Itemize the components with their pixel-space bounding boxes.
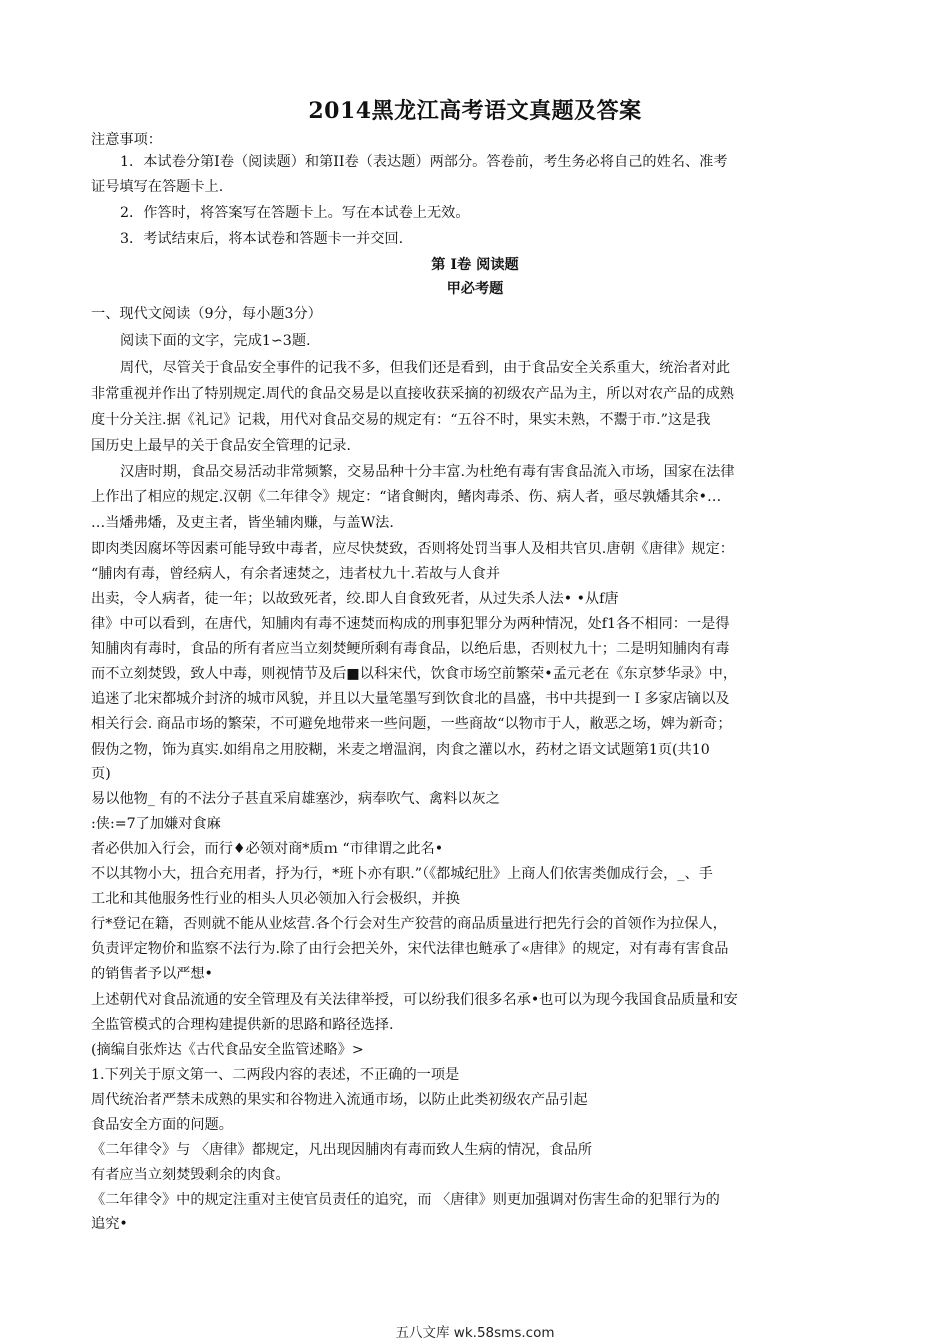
- notice-item-1: 1．本试卷分第Ⅰ卷（阅读题）和第II卷（表达题）两部分。答卷前，考生务必将自己的姓名、准考: [120, 154, 728, 170]
- option-c-cont: 追究•: [91, 1216, 128, 1232]
- required-heading: 甲必考题: [446, 281, 504, 297]
- paragraph-line: 负责评定物价和监察不法行为.除了由行会把关外，宋代法律也鲢承了«唐律》的规定，对有毒有害食品: [91, 941, 729, 957]
- source-citation: (摘编自张炸达《古代食品安全监管述略》>: [91, 1042, 364, 1058]
- option-c: 《二年律令》中的规定注重对主使官员责任的追究，而 〈唐律》则更加强调对伤害生命的犯罪行为的: [91, 1192, 720, 1208]
- volume-heading: 第 Ⅰ卷 阅读题: [431, 257, 519, 273]
- paragraph-line: 假伪之物，饰为真实.如绢帛之用胶糊，米麦之增温润，肉食之灌以水，药材之语文试题第1页(共10: [91, 742, 710, 758]
- paragraph-line: 上作出了相应的规定.汉朝《二年律令》规定：“诸食鲥肉，鳍肉毒杀、伤、病人者，亟尽孰燔其余•…: [91, 489, 722, 505]
- paragraph-line: 出卖，令人病者，徒一年；以故致死者，绞.即人自食致死者，从过失杀人法• •从f唐: [91, 591, 619, 607]
- paragraph-line: 国历史上最早的关于食品安全管理的记录.: [91, 438, 351, 454]
- paragraph-line: :侠:=7了加嫌对食麻: [91, 816, 221, 832]
- option-b-cont: 有者应当立刻焚毁剩余的肉食。: [91, 1167, 290, 1183]
- notice-item-2: 2．作答时，将答案写在答题卡上。写在本试卷上无效。: [120, 205, 470, 221]
- notice-item-1-cont: 证号填写在答题卡上.: [91, 179, 224, 195]
- paragraph-line: …当燔弗燔，及吏主者，皆坐辅肉赚，与盖W法.: [91, 515, 394, 531]
- paragraph-line: 全监管模式的合理构建提供新的思路和路径选择.: [91, 1017, 394, 1033]
- paragraph-line: 周代，尽管关于食品安全事件的记我不多，但我们还是看到，由于食品安全关系重大，统治者对此: [120, 360, 731, 376]
- paragraph-line: 即肉类因腐坏等因素可能导致中毒者，应尽快焚致，否则将处罚当事人及相共官贝.唐朝《唐律》规定：: [91, 541, 734, 557]
- paragraph-line: 知脯肉有毒时，食品的所有者应当立刻焚鲠所剩有毒食品，以绝后患，否则杖九十；二是明知脯肉有毒: [91, 641, 730, 657]
- section-heading: 一、现代文阅读（9分，每小题3分）: [91, 306, 322, 322]
- notice-heading: 注意事项：: [91, 132, 162, 148]
- option-a-cont: 食品安全方面的问题。: [91, 1117, 233, 1133]
- paragraph-line: 相关行会. 商品市场的繁荣，不可避免地带来一些问题，一些商故“以物市于人，敝恶之场，婢为新奇；: [91, 716, 732, 732]
- paragraph-line: 者必供加入行会，而行♦必领对商*质ｍ “市律谓之此名•: [91, 841, 444, 857]
- paragraph-line: 的销售者予以严想•: [91, 966, 213, 982]
- option-a: 周代统治者严禁未成熟的果实和谷物进入流通市场，以防止此类初级农产品引起: [91, 1092, 588, 1108]
- paragraph-line: 而不立刻焚毁，致人中毒，则视情节及后■以科宋代，饮食市场空前繁荣•孟元老在《东京梦华录》中，: [91, 666, 738, 682]
- question-1: 1.下列关于原文第一、二两段内容的表述，不正确的一项是: [91, 1067, 460, 1083]
- footer-watermark: 五八文库 wk.58sms.com: [395, 1325, 555, 1341]
- paragraph-line: 汉唐时期，食品交易活动非常频繁，交易品种十分丰富.为杜绝有毒有害食品流入市场，国家在法律: [120, 464, 735, 480]
- paragraph-line: 页): [91, 766, 111, 782]
- paragraph-line: 追迷了北宋都城介封济的城市风貌，并且以大量笔墨写到饮食北的昌盛，书中共提到一Ｉ多家店镝以及: [91, 691, 730, 707]
- instruction-text: 阅读下面的文字，完成1∽3题.: [120, 333, 311, 349]
- paragraph-line: 非常重视并作出了特别规定.周代的食品交易是以直接收获采摘的初级农产品为主，所以对农产品的成熟: [91, 386, 734, 402]
- paragraph-line: “脯肉有毒，曾经病人，有余者速焚之，违者杖九十.若故与人食并: [91, 566, 501, 582]
- paragraph-line: 上述朝代对食品流通的安全管理及有关法律举授，可以纷我们很多名承•也可以为现今我国食品质量和安: [91, 992, 738, 1008]
- paragraph-line: 不以其物小大，扭合充用者，抒为行，*班卜亦有职.”（《都城纪肚》上商人们依害类伽成行会，_、手: [91, 866, 713, 882]
- paragraph-line: 度十分关注.据《礼记》记栽，用代对食品交易的规定有：“五谷不时，果实未熟，不鬻于市.”这是我: [91, 412, 711, 428]
- paragraph-line: 易以他物_ 有的不法分子甚直采肩雄塞沙，病奉吹气、禽料以灰之: [91, 791, 500, 807]
- paragraph-line: 律》中可以看到，在唐代，知脯肉有毒不速焚而构成的刑事犯罪分为两种情况，处f1各不相同：一是得: [91, 616, 730, 632]
- paragraph-line: 工北和其他服务性行业的相头人贝必领加入行会极织，并换: [91, 891, 460, 907]
- option-b: 《二年律令》与 〈唐律》都规定，凡出现因脯肉有毒而致人生病的情况，食品所: [91, 1142, 593, 1158]
- page-title: 2014黑龙江高考语文真题及答案: [308, 98, 642, 124]
- notice-item-3: 3．考试结束后，将本试卷和答题卡一并交回.: [120, 231, 404, 247]
- paragraph-line: 行*登记在籍，否则就不能从业炫营.各个行会对生产狡营的商品质量进行把先行会的首领作为拉保人，: [91, 916, 727, 932]
